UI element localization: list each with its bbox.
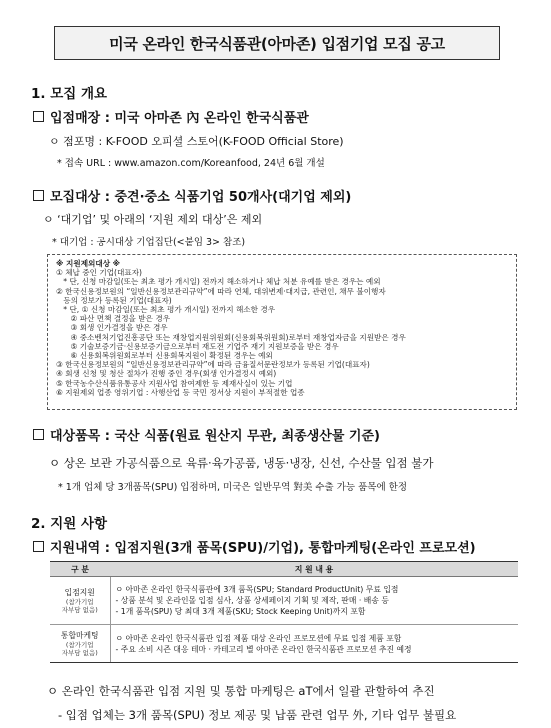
checkbox-square-icon (33, 111, 44, 122)
notice-line: ③ 한국신용정보원의 “일반신용정보관리규약”에 따라 금융질서문란정보가 등록된 기업(대표자) (56, 360, 370, 370)
items-sub: * 1개 업체 당 3개품목(SPU) 입점하며, 미국은 일반무역 對美 수출 가능 품목에 한정 (58, 482, 408, 493)
notice-line: * 단, 신청 마감일(또는 최초 평가 개시일) 전까지 해소하거나 체납 처분 유예를 받은 경우는 예외 (56, 277, 381, 287)
notice-line: ② 파산 면책 결정을 받은 경우 (56, 314, 171, 324)
table-row (50, 577, 518, 625)
bottom-note-1: ㅇ 온라인 한국식품관 입점 지원 및 통합 마케팅은 aT에서 일괄 관할하여 추진 (47, 684, 435, 698)
target-label: 모집대상 : 중견·중소 식품기업 50개사(대기업 제외) (50, 190, 352, 205)
support-table (50, 561, 518, 663)
venue-label: 입점매장 : 미국 아마존 內 온라인 한국식품관 (50, 111, 309, 126)
notice-line: 등의 정보가 등록된 기업(대표자) (56, 295, 172, 305)
category-label: 통합마케팅 (60, 631, 99, 640)
notice-line: ④ 중소벤처기업진흥공단 또는 재창업지원위원회(신용회복위원회)로부터 재창업자금을 지원받은 경우 (56, 332, 406, 342)
content-line: - 1개 품목(SPU) 당 최대 3개 제품(SKU; Stock Keeping Unit)까지 포함 (115, 607, 366, 616)
table-header-category: 구 분 (50, 562, 110, 577)
category-sub: (참가기업 (65, 598, 94, 606)
table-row (50, 625, 518, 663)
table-cell-content (110, 577, 518, 625)
notice-line: ※ 지원제외대상 ※ (56, 259, 121, 268)
notice-line: * 단, ① 신청 마감일(또는 최초 평가 개시일) 전까지 해소한 경우 (56, 305, 276, 315)
page-title: 미국 온라인 한국식품관(아마존) 입점기업 모집 공고 (54, 26, 500, 60)
notice-line: ④ 회생 신청 및 청산 절차가 진행 중인 경우(회생 인가결정시 예외) (56, 369, 277, 379)
notice-line: ⑥ 신용회복위원회로부터 신용회복지원이 확정된 경우는 예외 (56, 351, 273, 361)
content-line: ㅇ 아마존 온라인 한국식품관에 3개 품목(SPU; Standard ProductUnit) 무료 입점 (115, 585, 399, 594)
target-note: ㅇ ‘대기업’ 및 아래의 ‘지원 제외 대상’은 제외 (43, 213, 263, 226)
content-line: - 주요 소비 시즌 대응 테마 · 카테고리 별 아마존 온라인 한국식품관 프로모션 추진 예정 (115, 644, 412, 654)
venue-item (33, 107, 309, 126)
section-1-heading: 1. 모집 개요 (31, 86, 108, 102)
store-name: ㅇ 점포명 : K-FOOD 오피셜 스토어(K-FOOD Official Store) (49, 135, 344, 148)
notice-line: ③ 회생 인가결정을 받은 경우 (56, 323, 168, 333)
checkbox-square-icon (33, 541, 44, 552)
category-sub: (참가기업 (65, 641, 94, 649)
notice-line: ① 체납 중인 기업(대표자) (56, 268, 142, 278)
table-cell-category (50, 577, 110, 625)
table-header-row (50, 562, 518, 577)
bottom-note-2: - 입점 업체는 3개 품목(SPU) 정보 제공 및 납품 관련 업무 外, 기타 업무 불필요 (58, 708, 457, 722)
target-item (33, 186, 351, 205)
table-header-content: 지 원 내 용 (110, 562, 518, 577)
checkbox-square-icon (33, 190, 44, 201)
store-url: * 접속 URL : www.amazon.com/Koreanfood, 24년 6월 개설 (57, 158, 325, 169)
items-label: 대상품목 : 국산 식품(원료 원산지 무관, 최종생산물 기준) (50, 429, 380, 444)
support-label: 지원내역 : 입점지원(3개 품목(SPU)/기업), 통합마케팅(온라인 프로모션) (50, 541, 476, 556)
table-cell-category (50, 625, 110, 663)
target-sub: * 대기업 : 공시대상 기업집단(<붙임 3> 참조) (52, 237, 246, 248)
section-2-heading: 2. 지원 사항 (31, 516, 108, 532)
exclusion-notice-box (47, 254, 517, 410)
notice-line: ⑥ 지원제외 업종 영위기업 : 사행산업 등 국민 정서상 지원이 부적절한 업종 (56, 387, 305, 397)
notice-line: ② 한국신용정보원의 “일반신용정보관리규약”에 따라 연체, 대위변제·대지급, 관련인, 채무 불이행자 (56, 286, 386, 296)
category-sub: 자부담 없음) (61, 649, 98, 657)
category-sub: 자부담 없음) (61, 606, 98, 614)
support-item (33, 537, 476, 556)
content-line: ㅇ 아마존 온라인 한국식품관 입점 제품 대상 온라인 프로모션에 무료 입점 제품 포함 (115, 633, 402, 643)
content-line: - 상품 분석 및 온라인몰 입점 심사, 상품 상세페이지 기획 및 제작, 판매 · 배송 등 (115, 596, 389, 605)
category-label: 입점지원 (64, 588, 95, 597)
notice-line: ⑤ 한국농수산식품유통공사 지원사업 참여제한 등 제재사실이 있는 기업 (56, 378, 293, 388)
table-cell-content (110, 625, 518, 663)
notice-line: ⑤ 기술보증기금·신용보증기금으로부터 재도전 기업주 재기 지원보증을 받은 경우 (56, 341, 339, 351)
checkbox-square-icon (33, 429, 44, 440)
items-item (33, 425, 380, 444)
items-note: ㅇ 상온 보관 가공식품으로 육류·육가공품, 냉동·냉장, 신선, 수산물 입점 불가 (49, 456, 434, 470)
